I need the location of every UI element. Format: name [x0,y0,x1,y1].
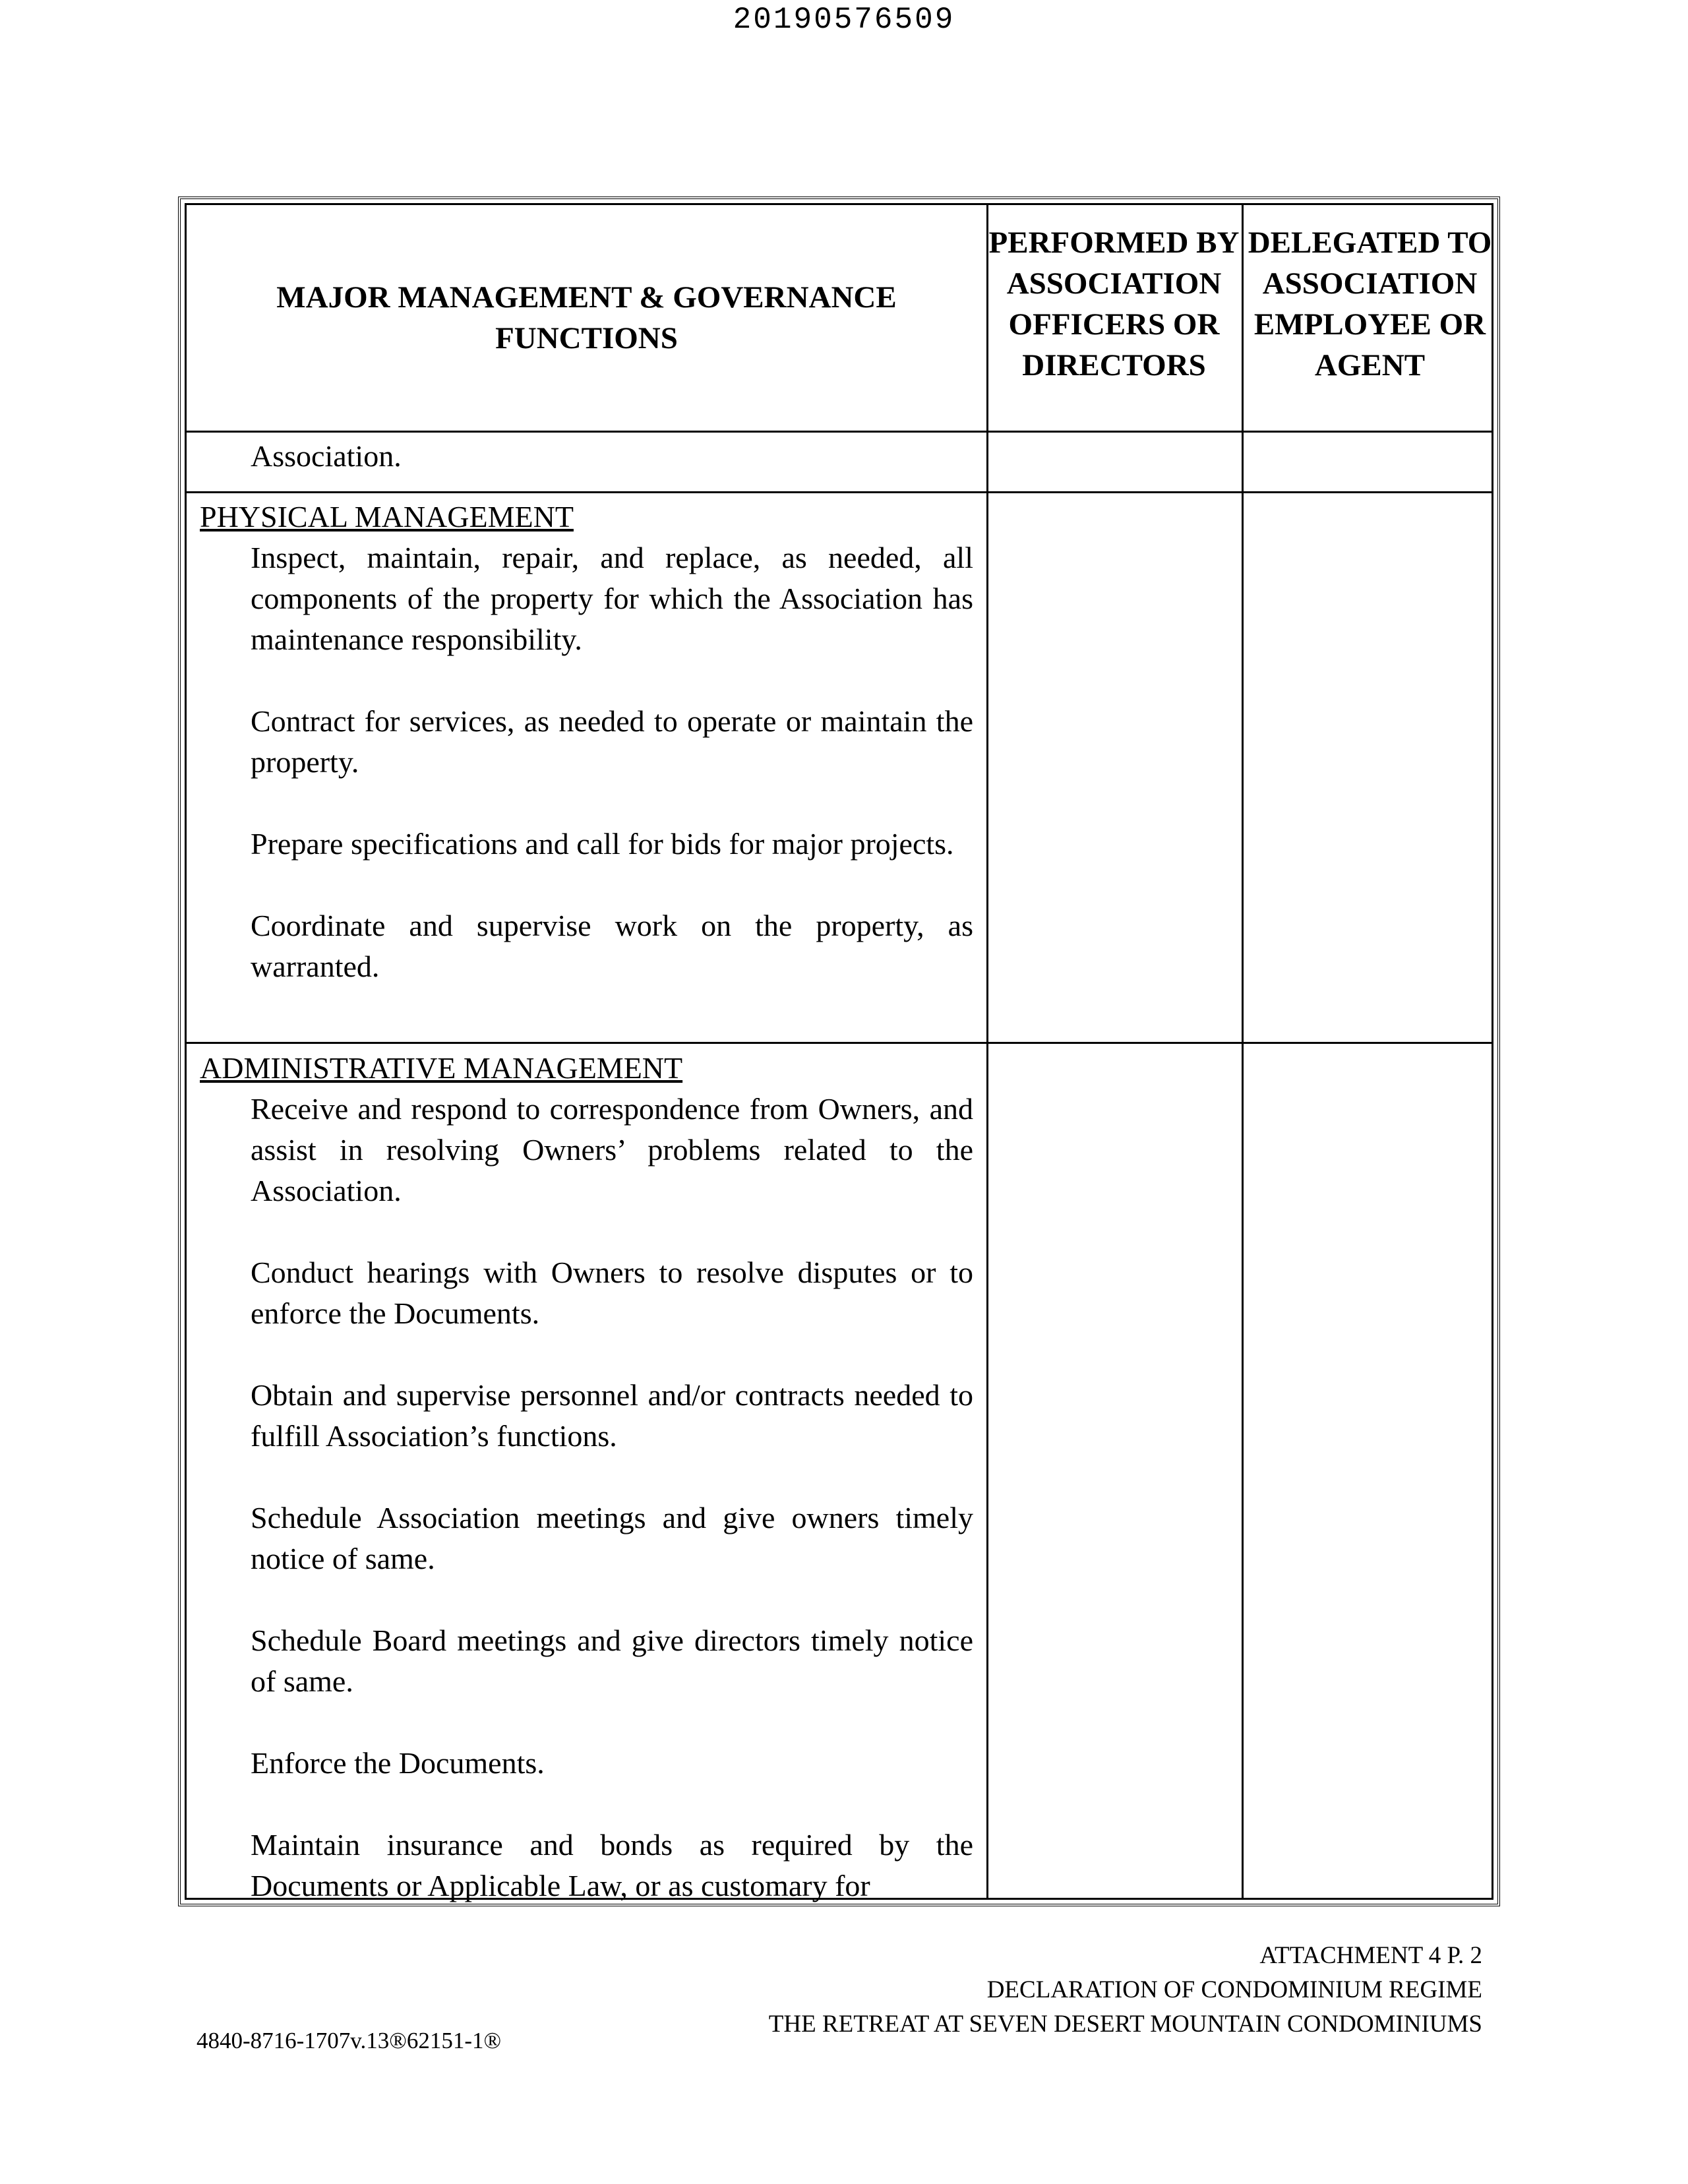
row-divider [187,1042,1492,1044]
row-divider [187,491,1492,493]
footer-block [769,1939,1482,2042]
section-title: PHYSICAL MANAGEMENT [200,500,574,533]
column-divider [1242,205,1244,1898]
list-item: Obtain and supervise personnel and/or contracts needed to fulfill Association’s functions. [251,1378,973,1453]
footer-attachment: ATTACHMENT 4 P. 2 [1259,1942,1482,1969]
list-item: Conduct hearings with Owners to resolve disputes or to enforce the Documents. [251,1256,973,1330]
list-item: Schedule Association meetings and give owners timely notice of same. [251,1501,973,1575]
continuation-cell [187,436,986,477]
list-item: Prepare specifications and call for bids for major projects. [251,827,954,861]
list-item: Coordinate and supervise work on the property, as warranted. [251,909,973,983]
row-divider [187,431,1492,433]
list-item: Inspect, maintain, repair, and replace, as needed, all components of the property for which the Association has maintenance responsibility. [251,541,973,656]
column-divider [986,205,988,1898]
table-grid [185,203,1493,1900]
document-id: 4840-8716-1707v.13®62151-1® [196,2028,502,2053]
header-performed: PERFORMED BY ASSOCIATION OFFICERS OR DIRECTORS [988,226,1240,382]
footer-property-name: THE RETREAT AT SEVEN DESERT MOUNTAIN CONDOMINIUMS [768,2011,1482,2038]
list-item: Schedule Board meetings and give directors timely notice of same. [251,1623,973,1698]
recording-number: 20190576509 [733,3,955,37]
list-item: Contract for services, as needed to operate or maintain the property. [251,704,973,779]
section-administrative-management [187,1048,986,1906]
footer-declaration: DECLARATION OF CONDOMINIUM REGIME [986,1976,1482,2003]
section-title: ADMINISTRATIVE MANAGEMENT [200,1051,683,1085]
list-item: Enforce the Documents. [251,1746,545,1780]
section-physical-management [187,497,986,987]
continuation-text: Association. [251,439,402,473]
list-item: Receive and respond to correspondence from Owners, and assist in resolving Owners’ problems related to the Association. [251,1092,973,1207]
functions-table [178,197,1500,1906]
list-item: Maintain insurance and bonds as required by the Documents or Applicable Law, or as customary for [251,1828,973,1902]
header-functions-label: MAJOR MANAGEMENT & GOVERNANCE FUNCTIONS [276,280,897,355]
header-functions [187,205,986,431]
header-delegated: DELEGATED TO ASSOCIATION EMPLOYEE OR AGENT [1248,226,1492,382]
